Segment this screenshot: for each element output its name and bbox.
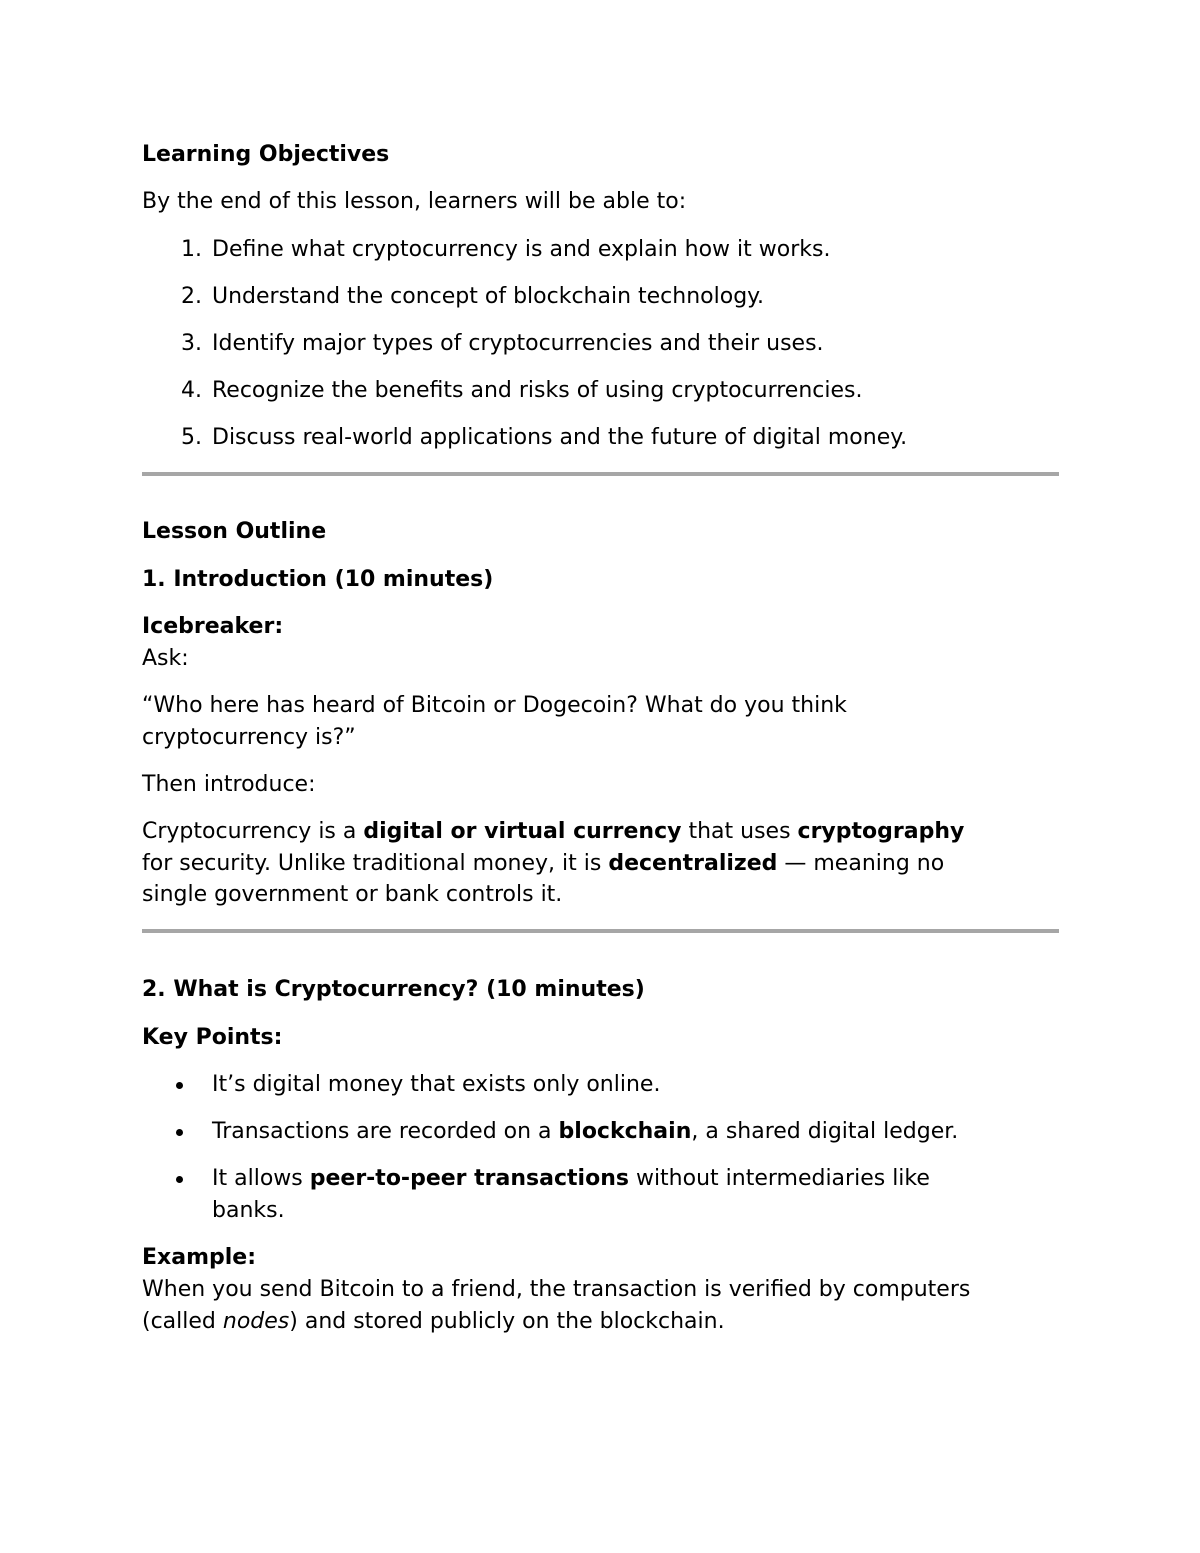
text-run: (called [142, 1309, 223, 1334]
section-2-title: 2. What is Cryptocurrency? (10 minutes) [142, 977, 645, 1002]
text-run: without intermediaries like [628, 1166, 930, 1191]
list-number: 3. [181, 331, 202, 356]
icebreaker-label: Icebreaker: [142, 614, 284, 639]
list-number: 2. [181, 284, 202, 309]
list-text: It’s digital money that exists only online. [212, 1072, 661, 1097]
text-run: , a shared digital ledger. [691, 1119, 959, 1144]
definition-line-3: single government or bank controls it. [142, 882, 563, 907]
then-introduce: Then introduce: [142, 772, 316, 797]
list-text: Identify major types of cryptocurrencies and their uses. [212, 331, 824, 356]
list-text: Understand the concept of blockchain technology. [212, 284, 765, 309]
objectives-intro: By the end of this lesson, learners will be able to: [142, 189, 687, 214]
bold-term: cryptography [797, 819, 965, 844]
learning-objectives-heading: Learning Objectives [142, 142, 390, 167]
list-text: Discuss real-world applications and the future of digital money. [212, 425, 908, 450]
ask-label: Ask: [142, 646, 189, 671]
list-text: banks. [212, 1198, 285, 1223]
quote-line-1: “Who here has heard of Bitcoin or Dogecoin? What do you think [142, 693, 847, 718]
bold-term: peer-to-peer transactions [309, 1166, 629, 1191]
bullet-icon [176, 1176, 183, 1183]
section-1-title: 1. Introduction (10 minutes) [142, 567, 494, 592]
list-text: Recognize the benefits and risks of using cryptocurrencies. [212, 378, 863, 403]
key-points-label: Key Points: [142, 1025, 283, 1050]
example-line-1: When you send Bitcoin to a friend, the transaction is verified by computers [142, 1277, 971, 1302]
definition-line-1 [142, 816, 964, 848]
bold-term: blockchain [558, 1119, 692, 1144]
text-run: Cryptocurrency is a [142, 819, 364, 844]
text-run: Transactions are recorded on a [212, 1119, 559, 1144]
italic-term: nodes [222, 1309, 290, 1334]
bold-term: decentralized [608, 851, 778, 876]
text-run: It allows [212, 1166, 310, 1191]
text-run: — meaning no [777, 851, 945, 876]
example-line-2 [142, 1306, 725, 1338]
list-number: 4. [181, 378, 202, 403]
list-text [212, 1116, 958, 1148]
list-number: 1. [181, 237, 202, 262]
bullet-icon [176, 1129, 183, 1136]
text-run: ) and stored publicly on the blockchain. [289, 1309, 725, 1334]
example-label: Example: [142, 1245, 256, 1270]
list-text [212, 1163, 930, 1195]
horizontal-rule [142, 472, 1059, 476]
list-number: 5. [181, 425, 202, 450]
text-run: for security. Unlike traditional money, it is [142, 851, 609, 876]
bold-term: digital or virtual currency [363, 819, 682, 844]
bullet-icon [176, 1082, 183, 1089]
text-run: that uses [681, 819, 798, 844]
definition-line-2 [142, 848, 944, 880]
horizontal-rule [142, 929, 1059, 933]
list-text: Define what cryptocurrency is and explain how it works. [212, 237, 831, 262]
lesson-outline-heading: Lesson Outline [142, 519, 327, 544]
quote-line-2: cryptocurrency is?” [142, 725, 356, 750]
